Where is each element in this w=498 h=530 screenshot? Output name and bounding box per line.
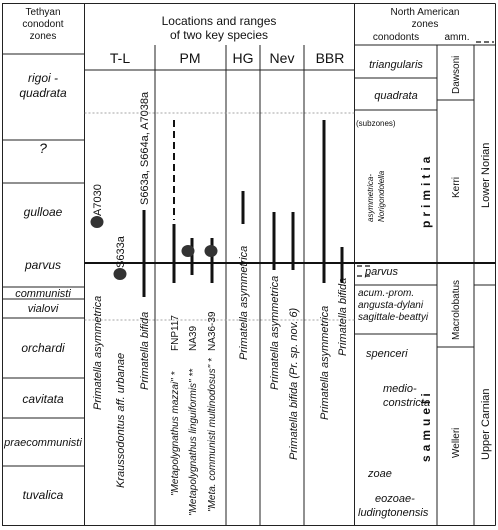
zone-praecommunisti: praecommunisti <box>4 437 82 449</box>
species-bbr-bifida: Primatella bifida <box>337 277 349 356</box>
amm-kerri: Kerri <box>451 176 462 198</box>
tethyan-header-line-2: conodont <box>22 19 64 30</box>
locations-header-line-2: of two key species <box>169 28 269 42</box>
na-zone-spenceri: spenceri <box>366 348 408 360</box>
sample-s633a: S633a <box>115 236 127 268</box>
zone-gulloae: gulloae <box>23 205 63 219</box>
sample-a7030: A7030 <box>92 184 104 216</box>
na-zone-acum-prom: acum.-prom. <box>358 288 415 299</box>
na-zone-parvus: parvus <box>365 266 399 278</box>
band-samueli: samueli <box>419 389 433 462</box>
na-subzones-label: (subzones) <box>356 119 396 128</box>
amm-macrolobatus: Macrolobatus <box>451 279 462 340</box>
sample-dots <box>91 216 218 280</box>
zone-vialovi: vialovi <box>27 303 59 315</box>
na-header-line-2: zones <box>411 19 439 30</box>
species-bbr-asymmetrica: Primatella asymmetrica <box>319 305 331 420</box>
tethyan-header-line-3: zones <box>29 31 57 42</box>
band-primitia: primitia <box>419 152 433 228</box>
na-zone-zoae: zoae <box>368 468 392 480</box>
location-nev: Nev <box>269 50 295 66</box>
zone-tuvalica: tuvalica <box>22 488 64 502</box>
na-zone-medio: medio- <box>383 383 417 395</box>
stage-upper-carnian: Upper Carnian <box>480 388 492 460</box>
zone-cavitata: cavitata <box>22 392 64 406</box>
stage-lower-norian: Lower Norian <box>480 142 492 208</box>
location-tl: T-L <box>109 50 131 66</box>
conodonts-header: conodonts <box>372 32 420 43</box>
dashed-guides <box>85 113 355 320</box>
species-hg-asymmetrica: Primatella asymmetrica <box>238 245 250 360</box>
species-pm-mazzai: "Metapolygnathus mazzai" * <box>170 371 181 496</box>
amm-header: amm. <box>444 32 470 43</box>
species-nev-asymmetrica: Primatella asymmetrica <box>269 275 281 390</box>
sample-s663a: S663a, S664a, A7038a <box>139 91 151 205</box>
location-hg: HG <box>232 50 254 66</box>
sample-fnp117: FNP117 <box>170 315 181 351</box>
species-pm-linguiformis: "Metapolygnathus linguiformis" ** <box>188 368 199 516</box>
sample-na39: NA39 <box>188 325 199 351</box>
na-zone-eozoae: eozoae- <box>375 493 415 505</box>
na-zone-constricta: constricta <box>383 397 431 409</box>
species-tl-bifida: Primatella bifida <box>139 311 151 390</box>
na-zone-triangularis: triangularis <box>369 59 423 71</box>
na-zone-quadrata: quadrata <box>374 90 418 102</box>
zone-rigoi-line-2: quadrata <box>19 86 67 100</box>
na-zone-asymmetrica: asymmetrica- <box>366 173 375 222</box>
sample-na36-39: NA36-39 <box>207 311 218 351</box>
locations-header-line-1: Locations and ranges <box>161 14 277 28</box>
tethyan-header-line-1: Tethyan <box>25 7 61 18</box>
na-zone-norigondolella: Norigondolella <box>377 170 386 222</box>
species-tl-kraussodontus: Kraussodontus aff. urbanae <box>115 352 127 488</box>
zone-unknown: ? <box>39 140 47 156</box>
location-bbr: BBR <box>315 50 345 66</box>
location-pm: PM <box>179 50 201 66</box>
amm-dawsoni: Dawsoni <box>451 55 462 94</box>
zone-parvus: parvus <box>24 258 62 272</box>
species-nev-bifida: Primatella bifida (Pr. sp. nov. 6) <box>288 307 300 460</box>
zone-orchardi: orchardi <box>21 341 65 355</box>
species-tl-asymmetrica: Primatella asymmetrica <box>92 295 104 410</box>
amm-welleri: Welleri <box>451 427 462 458</box>
zone-rigoi-line-1: rigoi - <box>27 71 59 85</box>
species-pm-communisti: "Meta. communisti multinodosus" * <box>207 358 218 512</box>
na-zone-angusta-dylani: angusta-dylani <box>358 300 424 311</box>
na-zone-ludingtonensis: ludingtonensis <box>358 507 429 519</box>
zone-communisti: communisti <box>15 288 71 300</box>
na-zone-sagittale-beattyi: sagittale-beattyi <box>358 312 429 323</box>
na-header-line-1: North American <box>390 7 460 18</box>
